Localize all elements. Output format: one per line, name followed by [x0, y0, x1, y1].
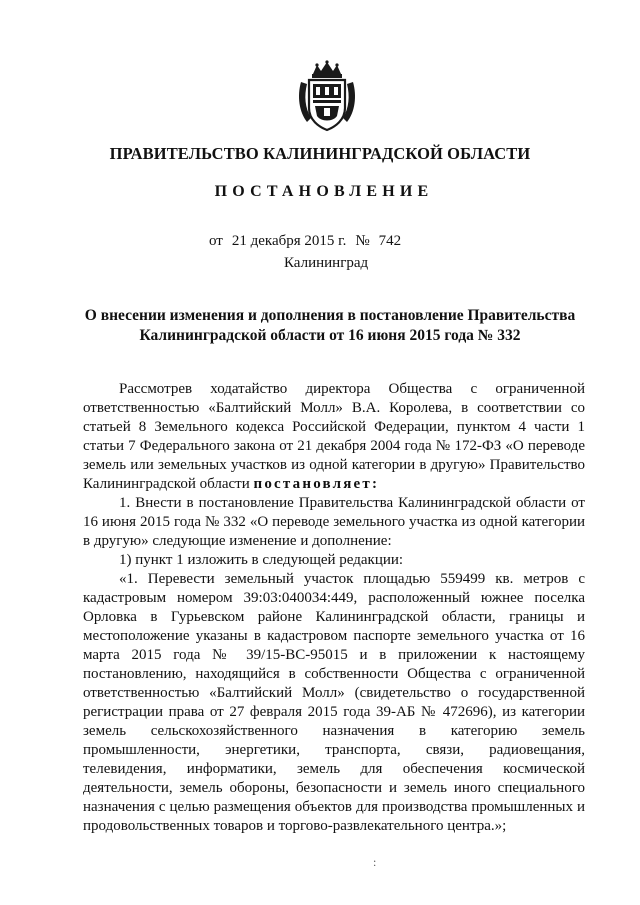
preamble-text: Рассмотрев ходатайство директора Общества с ограниченной ответственностью «Балтийский Молл» В.А. Королева, в соответствии со статьей 8 Земельного кодекса Российской Федерации, пунктом 4 части 1 статьи 7 Федерального закона от 21 декабря 2004 года № 172-ФЗ «О переводе земель или земельных участков из одной категории в другую» Правительство Калининградской области: [83, 381, 585, 492]
body-paragraph-subitem-1: 1) пункт 1 изложить в следующей редакции:: [119, 552, 404, 568]
organization-name: ПРАВИТЕЛЬСТВО КАЛИНИНГРАДСКОЙ ОБЛАСТИ: [109, 144, 531, 163]
document-dateline: [209, 233, 401, 250]
page-mark: :: [373, 855, 377, 869]
coat-of-arms-icon: [297, 60, 357, 132]
date-prefix: от: [209, 233, 223, 249]
body-paragraph-item-1: 1. Внести в постановление Правительства Калининградской области от 16 июня 2015 года № 332 «О переводе земельного участка из одной категории в другую» следующие изменение и дополнение:: [83, 495, 585, 549]
document-title-line-1: О внесении изменения и дополнения в постановление Правительства: [84, 307, 576, 324]
number-sign: №: [355, 233, 370, 249]
body-paragraph-preamble: [83, 380, 585, 494]
document-body: [83, 380, 585, 836]
document-city: Калининград: [284, 255, 369, 271]
document-type: ПОСТАНОВЛЕНИЕ: [214, 183, 434, 200]
document-title-line-2: Калининградской области от 16 июня 2015 года № 332: [139, 327, 521, 344]
document-number: 742: [378, 233, 402, 249]
resolves-keyword: постановляет:: [253, 476, 380, 492]
document-title: [60, 306, 600, 346]
document-date: 21 декабря 2015 г.: [231, 233, 347, 249]
body-paragraph-new-wording: «1. Перевести земельный участок площадью 559499 кв. метров с кадастровым номером 39:03:040034:449, расположенный южнее поселка Орловка в Гурьевском районе Калининградской области, границы и местоположение указаны в кадастровом паспорте земельного участка от 16 марта 2015 года № 39/15-ВС-95015 и в приложении к настоящему постановлению, находящийся в собственности Общества с ограниченной ответственностью «Балтийский Молл» (свидетельство о государственной регистрации права от 27 февраля 2015 года 39-АБ № 472696), из категории земель сельскохозяйственного назначения в категорию земель промышленности, энергетики, транспорта, связи, радиовещания, телевидения, информатики, земель для обеспечения космической деятельности, земель обороны, безопасности и земель иного специального назначения с целью размещения объектов для производства промышленных и продовольственных товаров и торгово-развлекательного центра.»;: [83, 571, 585, 834]
